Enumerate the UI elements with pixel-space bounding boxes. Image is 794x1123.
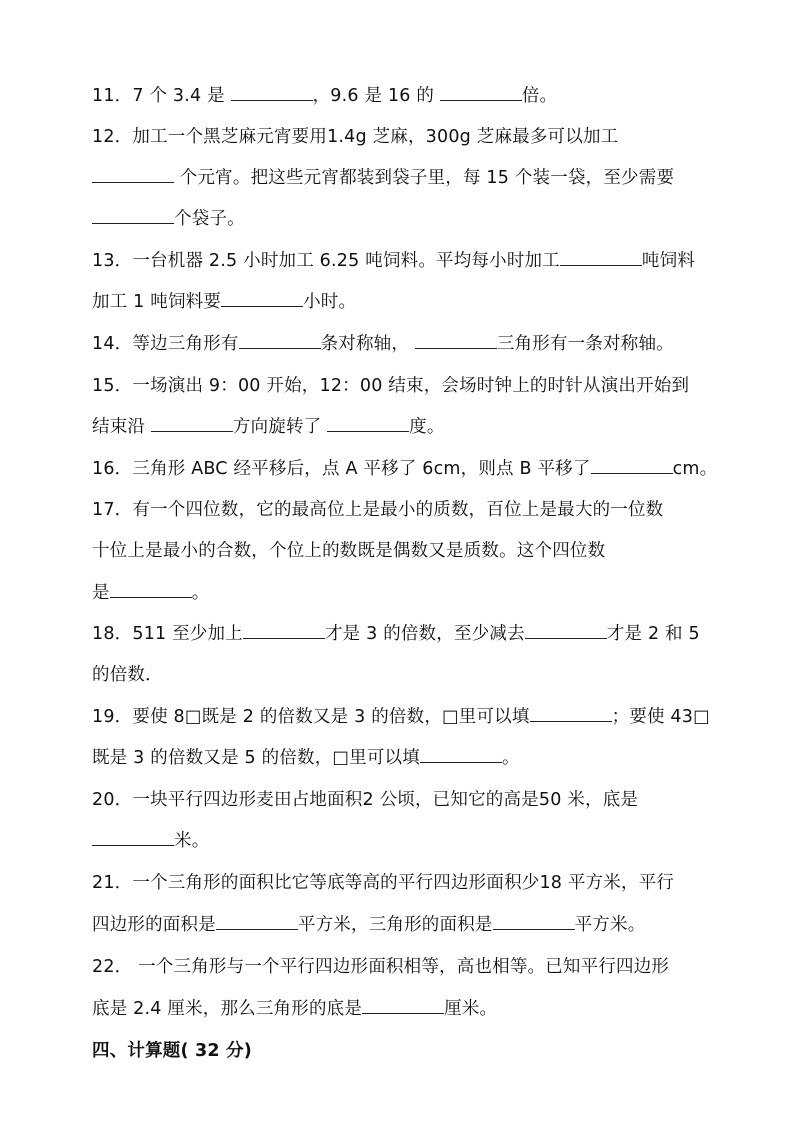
answer-blank[interactable] <box>525 622 607 639</box>
q20-text-1: 20．一块平行四边形麦田占地面积2 公顷，已知它的高是50 米，底是 <box>92 790 639 810</box>
answer-blank[interactable] <box>530 705 612 722</box>
question-22-line2 <box>92 997 724 1021</box>
question-11 <box>92 84 724 108</box>
q22-text-1: 22． 一个三角形与一个平行四边形面积相等，高也相等。已知平行四边形 <box>92 957 670 977</box>
question-13-line2 <box>92 290 724 314</box>
question-21-line1 <box>92 871 724 895</box>
q19-text-a: 19．要使 8□既是 2 的倍数又是 3 的倍数，□里可以填 <box>92 707 530 727</box>
q11-text-b: ，9.6 是 16 的 <box>312 86 435 106</box>
answer-blank[interactable] <box>239 332 321 349</box>
q17-text-b: 。 <box>191 583 210 603</box>
q15-text-a: 结束沿 <box>92 417 146 437</box>
q21-text-1: 21．一个三角形的面积比它等底等高的平行四边形面积少18 平方米，平行 <box>92 873 675 893</box>
question-12-line3 <box>92 207 724 231</box>
question-16 <box>92 457 724 481</box>
section-title: 四、计算题( 32 分) <box>92 1041 252 1061</box>
q18-text-c: 才是 2 和 5 <box>606 624 700 644</box>
q17-text-1: 17．有一个四位数，它的最高位上是最小的质数，百位上是最大的一位数 <box>92 500 664 520</box>
q13-text-a: 13．一台机器 2.5 小时加工 6.25 吨饲料。平均每小时加工 <box>92 251 560 271</box>
answer-blank[interactable] <box>151 415 233 432</box>
q14-text-c: 三角形有一条对称轴。 <box>496 334 674 354</box>
answer-blank[interactable] <box>493 913 575 930</box>
answer-blank[interactable] <box>92 207 174 224</box>
q14-text-b: 条对称轴， <box>320 334 410 354</box>
q17-text-2: 十位上是最小的合数，个位上的数既是偶数又是质数。这个四位数 <box>92 541 606 561</box>
q11-text-a: 11．7 个 3.4 是 <box>92 86 225 106</box>
question-19-line2 <box>92 746 724 770</box>
question-17-line2 <box>92 539 724 563</box>
answer-blank[interactable] <box>216 913 298 930</box>
q12-text-3: 个袋子。 <box>174 209 245 229</box>
q15-text-c: 度。 <box>409 417 445 437</box>
q15-text-b: 方向旋转了 <box>232 417 322 437</box>
question-22-line1 <box>92 955 724 979</box>
answer-blank[interactable] <box>420 746 502 763</box>
question-20-line2 <box>92 829 724 853</box>
q16-text-b: cm。 <box>672 459 718 479</box>
question-12-line1 <box>92 125 724 149</box>
section-heading <box>92 1039 724 1063</box>
q19-text-c: 既是 3 的倍数又是 5 的倍数，□里可以填 <box>92 748 420 768</box>
q15-text-1: 15．一场演出 9：00 开始，12：00 结束，会场时钟上的时针从演出开始到 <box>92 376 690 396</box>
question-18-line2 <box>92 663 724 687</box>
q13-text-d: 小时。 <box>303 292 357 312</box>
question-12-line2 <box>92 166 724 190</box>
q13-text-c: 加工 1 吨饲料要 <box>92 292 222 312</box>
q12-text-1: 12．加工一个黑芝麻元宵要用1.4g 芝麻，300g 芝麻最多可以加工 <box>92 127 619 147</box>
question-15-line1 <box>92 374 724 398</box>
q21-text-a: 四边形的面积是 <box>92 915 216 935</box>
q19-text-d: 。 <box>501 748 520 768</box>
q12-text-2: 个元宵。把这些元宵都装到袋子里，每 15 个装一袋，至少需要 <box>179 168 675 188</box>
q18-text-b: 才是 3 的倍数，至少减去 <box>324 624 525 644</box>
question-20-line1 <box>92 788 724 812</box>
question-15-line2 <box>92 415 724 439</box>
question-18-line1 <box>92 622 724 646</box>
q16-text-a: 16．三角形 ABC 经平移后，点 A 平移了 6cm，则点 B 平移了 <box>92 459 591 479</box>
q19-text-b: ；要使 43□ <box>611 707 710 727</box>
answer-blank[interactable] <box>362 997 444 1014</box>
answer-blank[interactable] <box>440 84 522 101</box>
answer-blank[interactable] <box>110 581 192 598</box>
question-17-line1 <box>92 498 724 522</box>
answer-blank[interactable] <box>92 829 174 846</box>
answer-blank[interactable] <box>221 290 303 307</box>
question-19-line1 <box>92 705 724 729</box>
question-14 <box>92 332 724 356</box>
q17-text-a: 是 <box>92 583 110 603</box>
q21-text-b: 平方米，三角形的面积是 <box>297 915 493 935</box>
q13-text-b: 吨饲料 <box>641 251 696 271</box>
answer-blank[interactable] <box>243 622 325 639</box>
question-17-line3 <box>92 581 724 605</box>
answer-blank[interactable] <box>327 415 409 432</box>
q14-text-a: 14．等边三角形有 <box>92 334 239 354</box>
q11-text-c: 倍。 <box>521 86 558 106</box>
answer-blank[interactable] <box>415 332 497 349</box>
q18-text-a: 18．511 至少加上 <box>92 624 243 644</box>
answer-blank[interactable] <box>231 84 313 101</box>
q22-text-b: 厘米。 <box>444 999 498 1019</box>
answer-blank[interactable] <box>591 457 673 474</box>
q21-text-c: 平方米。 <box>574 915 646 935</box>
q18-text-2: 的倍数． <box>92 665 163 685</box>
question-21-line2 <box>92 913 724 937</box>
answer-blank[interactable] <box>560 249 642 266</box>
q20-text-b: 米。 <box>174 831 210 851</box>
answer-blank[interactable] <box>92 166 174 183</box>
question-13-line1 <box>92 249 724 273</box>
q22-text-a: 底是 2.4 厘米，那么三角形的底是 <box>92 999 363 1019</box>
